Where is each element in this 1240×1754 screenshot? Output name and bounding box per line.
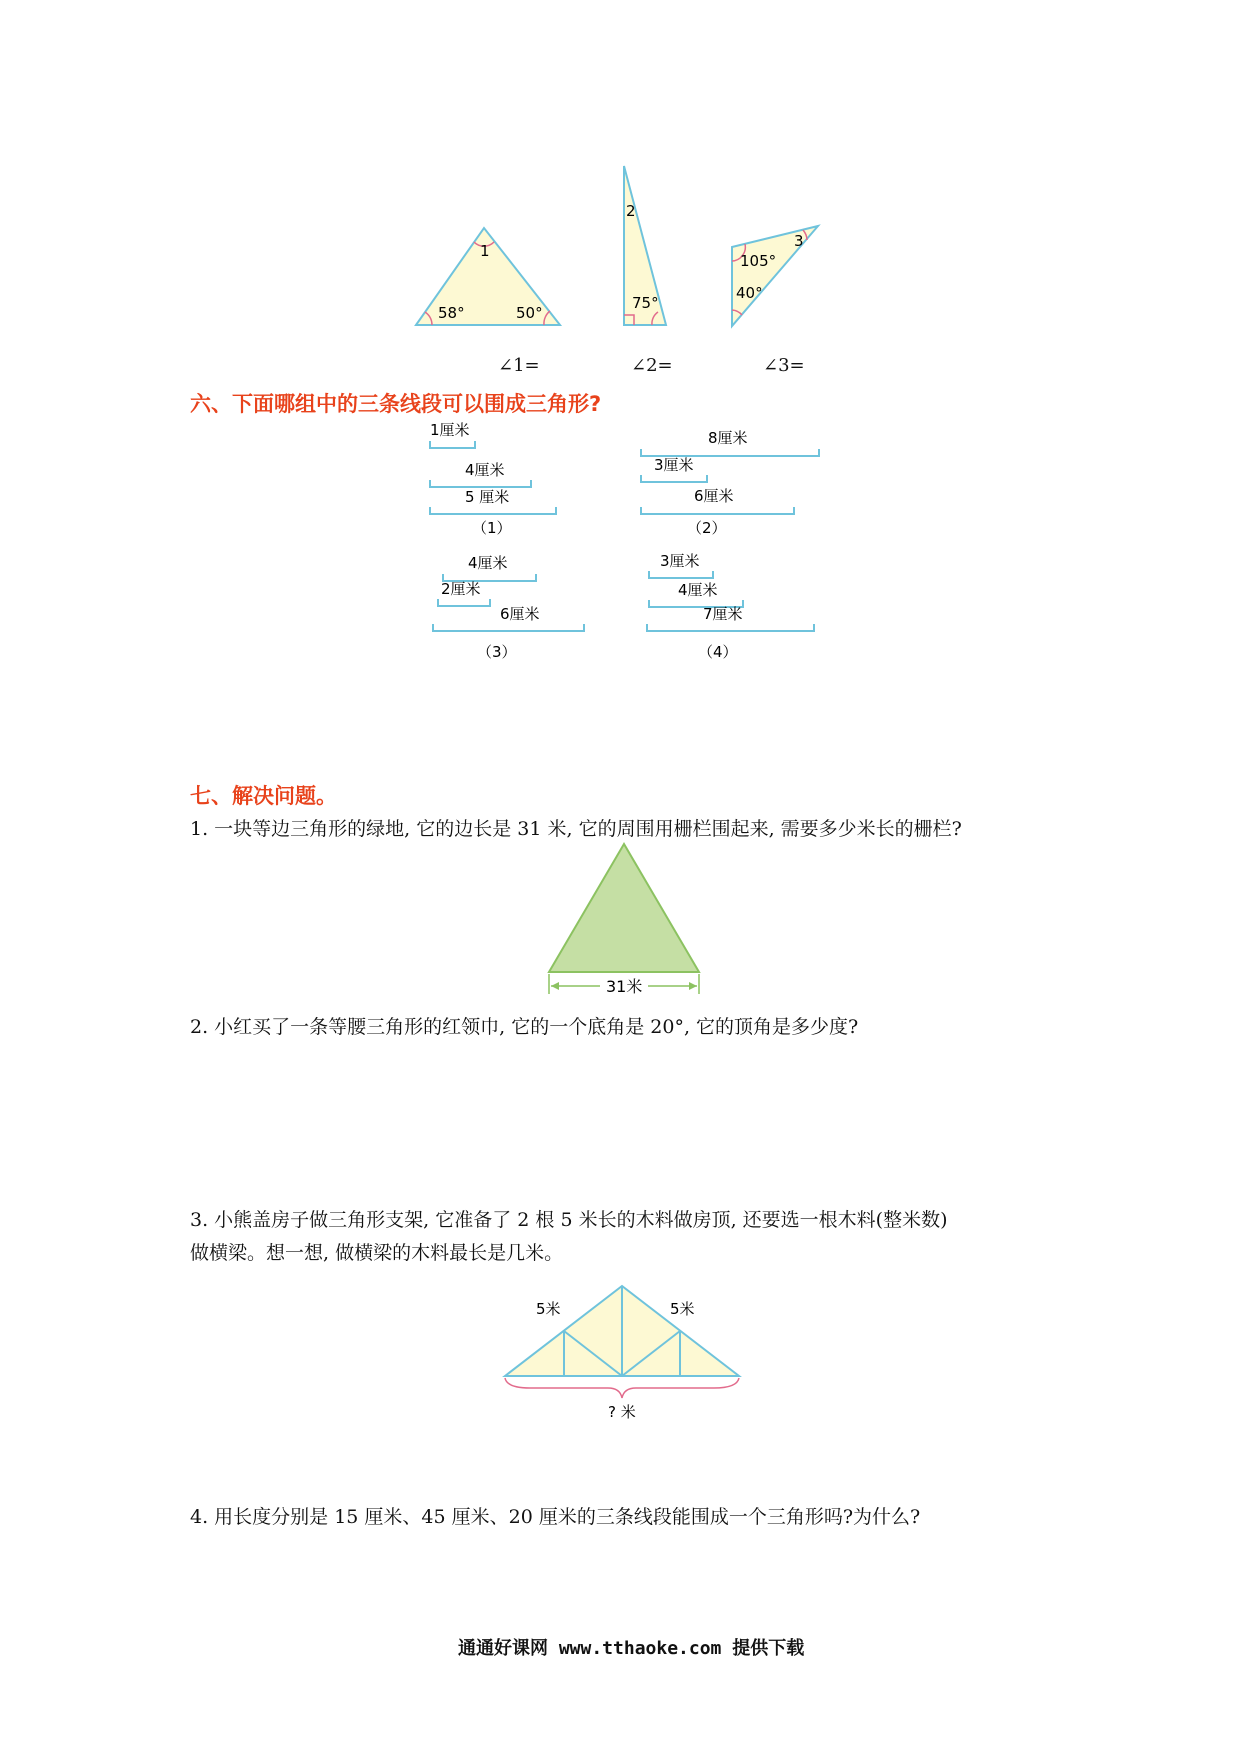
- segment-2-2: [641, 475, 707, 482]
- segment-label-1-1: 1厘米: [430, 421, 470, 439]
- angle-label-2: 2: [626, 202, 636, 220]
- angle-triangles-figure: [400, 160, 840, 340]
- arrow-left: [551, 982, 559, 990]
- question-1: 1. 一块等边三角形的绿地, 它的边长是 31 米, 它的周围用栅栏围起来, 需要多少米长的栅栏?: [190, 818, 962, 840]
- section-7-title: 七、解决问题。: [190, 784, 337, 808]
- segment-caption-4: （4）: [698, 643, 738, 661]
- segments-figure: [420, 414, 830, 666]
- segment-label-2-3: 6厘米: [694, 487, 734, 505]
- green-triangle: [549, 844, 699, 972]
- segment-label-1-3: 5 厘米: [465, 488, 510, 506]
- side-length-label: 31米: [606, 977, 643, 996]
- segment-1-2: [430, 480, 531, 487]
- angle-label-50: 50°: [516, 304, 543, 322]
- footer-text: 通通好课网 www.tthaoke.com 提供下载: [458, 1638, 805, 1659]
- segment-label-3-3: 6厘米: [500, 605, 540, 623]
- question-3-line-2: 做横梁。想一想, 做横梁的木料最长是几米。: [190, 1242, 564, 1264]
- triangle-3: [732, 226, 818, 326]
- left-rafter-label: 5米: [536, 1300, 561, 1318]
- segment-label-4-3: 7厘米: [703, 605, 743, 623]
- answer-angle-1: ∠1=: [498, 355, 540, 376]
- segment-1-3: [430, 507, 556, 514]
- segment-label-2-1: 8厘米: [708, 429, 748, 447]
- beam-length-label: ? 米: [608, 1403, 636, 1421]
- angle-label-105: 105°: [740, 252, 777, 270]
- angle-label-40: 40°: [736, 284, 763, 302]
- segment-label-4-2: 4厘米: [678, 581, 718, 599]
- arrow-right: [689, 982, 697, 990]
- angle-label-75: 75°: [632, 294, 659, 312]
- angle-label-58: 58°: [438, 304, 465, 322]
- segment-2-1: [641, 449, 819, 456]
- bottom-brace: [505, 1378, 739, 1398]
- segment-3-3: [433, 624, 584, 631]
- question-4: 4. 用长度分别是 15 厘米、45 厘米、20 厘米的三条线段能围成一个三角形吗?为什么?: [190, 1506, 921, 1528]
- segment-2-3: [641, 507, 794, 514]
- segment-label-2-2: 3厘米: [654, 456, 694, 474]
- question-2: 2. 小红买了一条等腰三角形的红领巾, 它的一个底角是 20°, 它的顶角是多少度?: [190, 1016, 859, 1038]
- segment-label-3-1: 4厘米: [468, 554, 508, 572]
- right-rafter-label: 5米: [670, 1300, 695, 1318]
- segment-4-1: [649, 571, 713, 578]
- segment-label-1-2: 4厘米: [465, 461, 505, 479]
- segment-label-3-2: 2厘米: [441, 580, 481, 598]
- angle-label-3: 3: [794, 232, 804, 250]
- answer-angle-2: ∠2=: [631, 355, 673, 376]
- segment-caption-2: （2）: [687, 519, 727, 537]
- segment-caption-3: （3）: [477, 643, 517, 661]
- section-6-title: 六、下面哪组中的三条线段可以围成三角形?: [190, 392, 602, 416]
- question-3-line-1: 3. 小熊盖房子做三角形支架, 它准备了 2 根 5 米长的木料做房顶, 还要选一根木料(整米数): [190, 1209, 948, 1231]
- segment-1-1: [430, 441, 475, 448]
- roof-truss-figure: [500, 1280, 745, 1422]
- equilateral-triangle-figure: [540, 840, 706, 1000]
- segment-caption-1: （1）: [472, 519, 512, 537]
- segment-label-4-1: 3厘米: [660, 552, 700, 570]
- answer-angle-3: ∠3=: [763, 355, 805, 376]
- angle-label-1: 1: [480, 242, 490, 260]
- segment-4-3: [647, 624, 814, 631]
- segment-3-2: [438, 599, 490, 606]
